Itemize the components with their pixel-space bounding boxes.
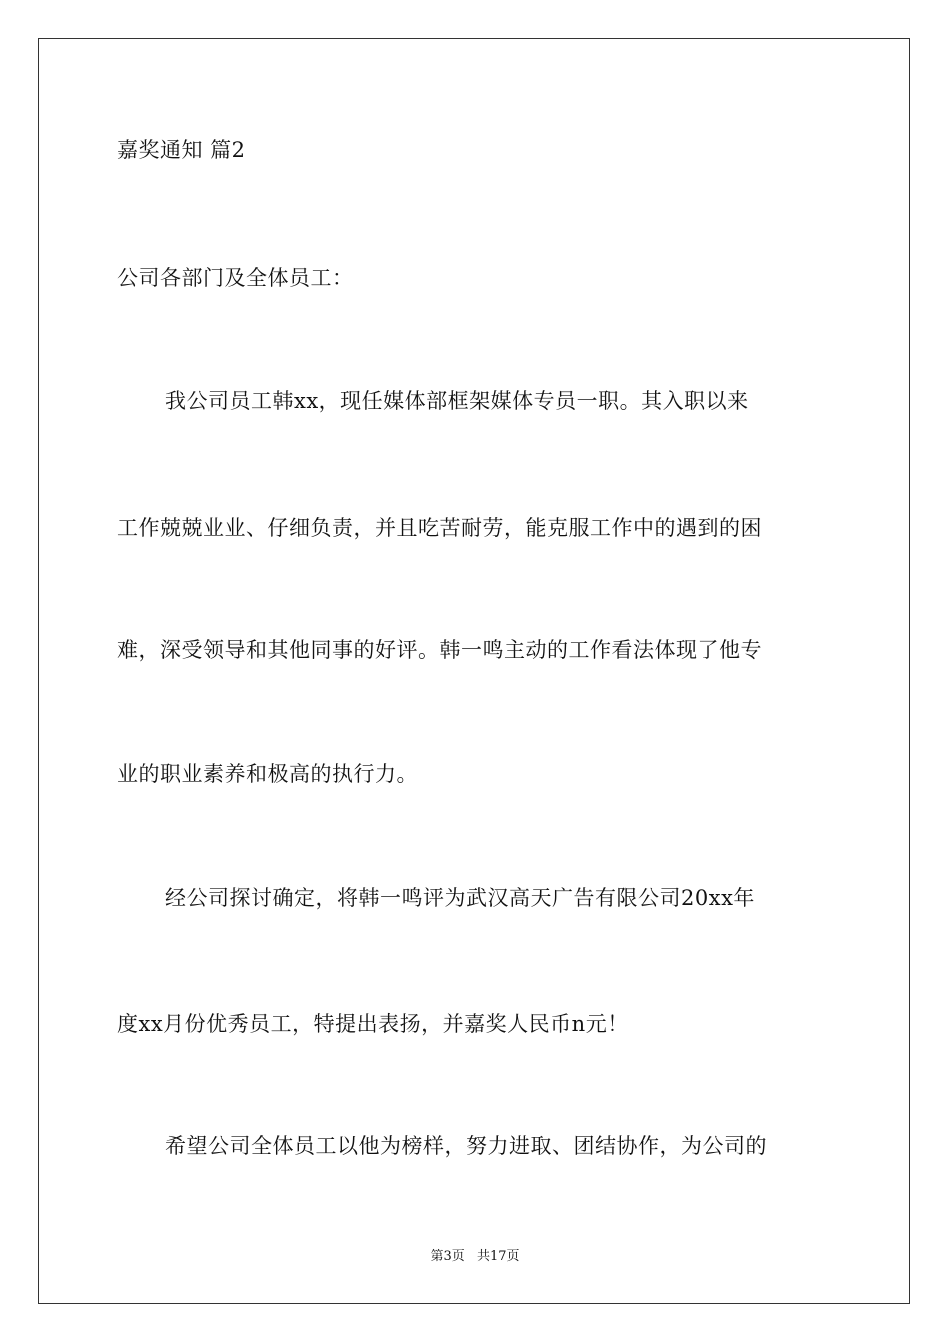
total-pages: 共17页 (476, 1249, 520, 1264)
paragraph-line: 我公司员工韩xx，现任媒体部框架媒体专员一职。其入职以来 (165, 389, 749, 413)
page-footer (0, 1248, 950, 1266)
page-border (38, 38, 910, 1304)
paragraph-line: 希望公司全体员工以他为榜样，努力进取、团结协作，为公司的 (165, 1134, 767, 1158)
paragraph-line: 业的职业素养和极高的执行力。 (117, 762, 418, 786)
page-number: 第3页 (430, 1249, 465, 1264)
paragraph-line: 工作兢兢业业、仔细负责，并且吃苦耐劳，能克服工作中的遇到的困 (117, 516, 762, 540)
document-title: 嘉奖通知 篇2 (117, 138, 246, 162)
paragraph-line: 度xx月份优秀员工，特提出表扬，并嘉奖人民币n元！ (117, 1012, 629, 1036)
paragraph-line: 经公司探讨确定，将韩一鸣评为武汉高天广告有限公司20xx年 (165, 886, 755, 910)
salutation: 公司各部门及全体员工： (117, 266, 354, 290)
paragraph-line: 难，深受领导和其他同事的好评。韩一鸣主动的工作看法体现了他专 (117, 638, 762, 662)
